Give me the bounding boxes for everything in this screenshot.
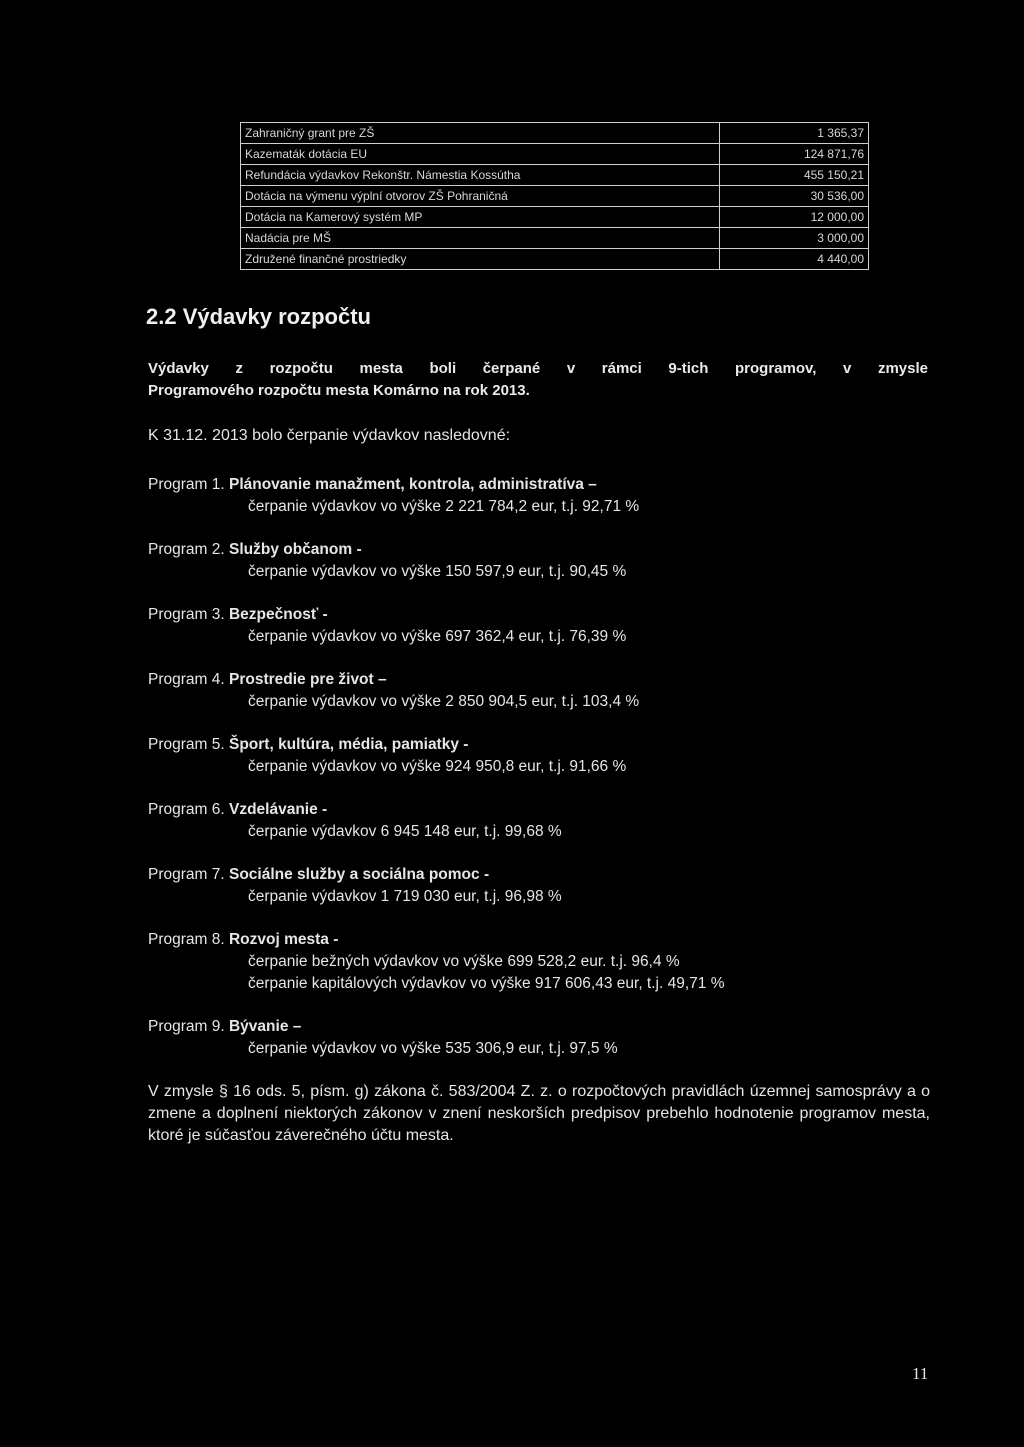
row-value: 4 440,00 — [720, 249, 869, 270]
program-spending-line: čerpanie kapitálových výdavkov vo výške 917 606,43 eur, t.j. 49,71 % — [248, 975, 725, 992]
status-line: K 31.12. 2013 bolo čerpanie výdavkov nasledovné: — [148, 427, 511, 444]
program-item — [148, 604, 948, 648]
program-number: Program 7. — [148, 866, 229, 883]
program-spending-line: čerpanie výdavkov vo výške 697 362,4 eur, t.j. 76,39 % — [248, 628, 627, 645]
program-title: Šport, kultúra, média, pamiatky - — [228, 736, 469, 753]
program-item — [148, 799, 948, 843]
program-number: Program 2. — [148, 541, 229, 558]
program-number: Program 8. — [148, 931, 229, 948]
program-header — [148, 474, 948, 496]
row-label: Refundácia výdavkov Rekonštr. Námestia Kossútha — [241, 165, 720, 186]
row-label: Kazematák dotácia EU — [241, 144, 720, 165]
intro-line-1: Výdavky z rozpočtu mesta boli čerpané v rámci 9-tich programov, v zmysle — [148, 360, 928, 377]
intro-paragraph — [148, 358, 928, 402]
program-header — [148, 929, 948, 951]
program-header — [148, 669, 948, 691]
program-item — [148, 734, 948, 778]
program-spending-line: čerpanie bežných výdavkov vo výške 699 528,2 eur. t.j. 96,4 % — [248, 953, 680, 970]
table-row — [241, 249, 869, 270]
footer-paragraph: V zmysle § 16 ods. 5, písm. g) zákona č. 583/2004 Z. z. o rozpočtových pravidlách územnej samosprávy a o zmene a doplnení niektorých zákonov v znení neskorších predpisov prebehlo hodnotenie programov mesta, ktoré je súčasťou záverečného účtu mesta. — [148, 1083, 930, 1144]
program-number: Program 6. — [148, 801, 229, 818]
section-heading: 2.2 Výdavky rozpočtu — [146, 304, 371, 329]
table-row — [241, 207, 869, 228]
table-row — [241, 228, 869, 249]
row-label: Dotácia na výmenu výplní otvorov ZŠ Pohraničná — [241, 186, 720, 207]
row-label: Zahraničný grant pre ZŠ — [241, 123, 720, 144]
program-item — [148, 539, 948, 583]
program-header — [148, 799, 948, 821]
program-title: Prostredie pre život – — [228, 671, 387, 688]
funding-table-body — [241, 123, 869, 270]
program-spending-line: čerpanie výdavkov vo výške 535 306,9 eur, t.j. 97,5 % — [248, 1040, 618, 1057]
program-title: Bezpečnosť - — [228, 606, 328, 623]
intro-line-2: Programového rozpočtu mesta Komárno na rok 2013. — [148, 382, 530, 399]
table-row — [241, 186, 869, 207]
table-row — [241, 165, 869, 186]
program-number: Program 9. — [148, 1018, 229, 1035]
program-title: Rozvoj mesta - — [228, 931, 339, 948]
program-number: Program 1. — [148, 476, 229, 493]
program-header — [148, 1016, 948, 1038]
program-header — [148, 734, 948, 756]
program-spending-line: čerpanie výdavkov vo výške 2 850 904,5 eur, t.j. 103,4 % — [248, 693, 640, 710]
program-header — [148, 864, 948, 886]
program-list — [148, 474, 948, 1081]
program-header — [148, 604, 948, 626]
program-title: Plánovanie manažment, kontrola, administratíva – — [228, 476, 597, 493]
program-item — [148, 929, 948, 995]
program-spending-line: čerpanie výdavkov vo výške 924 950,8 eur, t.j. 91,66 % — [248, 758, 627, 775]
row-value: 1 365,37 — [720, 123, 869, 144]
program-spending-line: čerpanie výdavkov vo výške 2 221 784,2 eur, t.j. 92,71 % — [248, 498, 640, 515]
program-title: Bývanie – — [228, 1018, 302, 1035]
program-header — [148, 539, 948, 561]
program-number: Program 3. — [148, 606, 229, 623]
program-item — [148, 474, 948, 518]
row-value: 455 150,21 — [720, 165, 869, 186]
program-title: Služby občanom - — [228, 541, 362, 558]
program-spending-line: čerpanie výdavkov vo výške 150 597,9 eur, t.j. 90,45 % — [248, 563, 627, 580]
row-label: Združené finančné prostriedky — [241, 249, 720, 270]
row-label: Nadácia pre MŠ — [241, 228, 720, 249]
program-title: Sociálne služby a sociálna pomoc - — [228, 866, 490, 883]
funding-table — [240, 122, 869, 270]
program-number: Program 4. — [148, 671, 229, 688]
program-item — [148, 669, 948, 713]
row-value: 3 000,00 — [720, 228, 869, 249]
row-value: 12 000,00 — [720, 207, 869, 228]
program-title: Vzdelávanie - — [228, 801, 328, 818]
table-row — [241, 123, 869, 144]
program-spending-line: čerpanie výdavkov 1 719 030 eur, t.j. 96,98 % — [248, 888, 562, 905]
row-value: 124 871,76 — [720, 144, 869, 165]
program-item — [148, 864, 948, 908]
row-value: 30 536,00 — [720, 186, 869, 207]
program-spending-line: čerpanie výdavkov 6 945 148 eur, t.j. 99,68 % — [248, 823, 562, 840]
page-number: 11 — [912, 1364, 929, 1383]
table-row — [241, 144, 869, 165]
program-item — [148, 1016, 948, 1060]
row-label: Dotácia na Kamerový systém MP — [241, 207, 720, 228]
program-number: Program 5. — [148, 736, 229, 753]
